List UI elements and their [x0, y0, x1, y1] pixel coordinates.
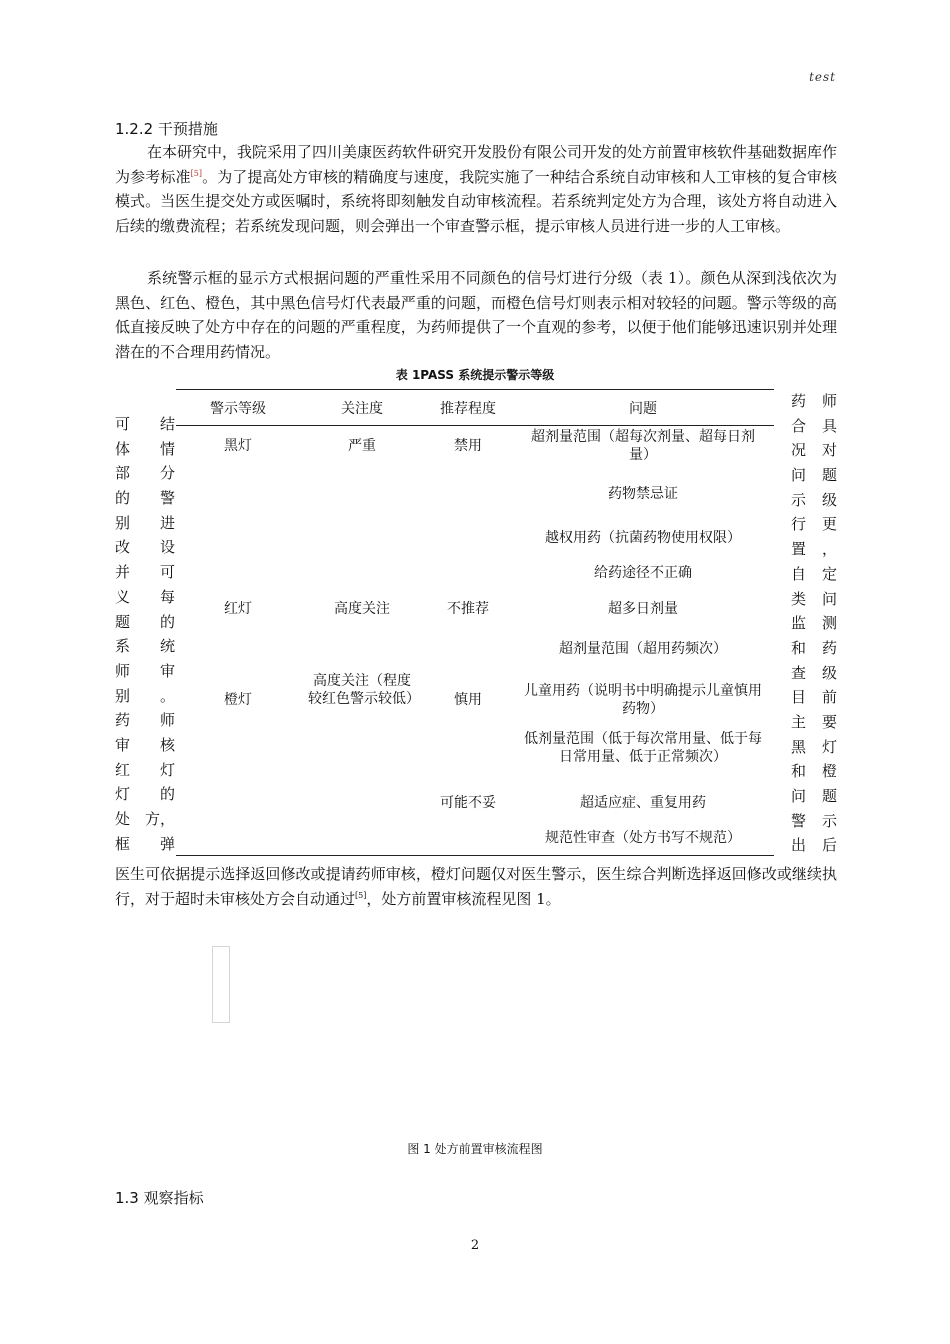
side-text-char: 监 [791, 614, 807, 633]
side-text-line [791, 711, 837, 736]
side-text-char: 类 [791, 589, 807, 608]
page-number: 2 [470, 1238, 480, 1253]
side-text-line [791, 439, 837, 464]
side-text-line [791, 834, 837, 859]
side-text-line [791, 686, 837, 711]
side-text-char: 警 [159, 489, 175, 508]
side-text-char: 目 [791, 688, 807, 707]
side-text-char: 具 [821, 416, 837, 435]
side-text-char: 分 [159, 464, 175, 483]
side-text-line [115, 438, 175, 463]
side-text-line [791, 810, 837, 835]
side-text-line [115, 635, 175, 660]
side-text-char: 置 [791, 540, 807, 559]
side-text-line [791, 785, 837, 810]
side-text-char: 处 [115, 810, 131, 828]
attention-high: 高度关注 [334, 601, 390, 617]
side-text-char: 系 [115, 637, 131, 656]
side-text-line [115, 561, 175, 586]
level-black: 黑灯 [224, 438, 252, 454]
side-text-line [791, 637, 837, 662]
side-text-char: 设 [159, 538, 175, 557]
side-text-char: 。 [159, 686, 175, 705]
side-text-char: 师 [821, 392, 837, 410]
side-text-char: 情 [159, 439, 175, 458]
side-text-char: 行 [791, 515, 807, 534]
paragraph-continuation [115, 862, 837, 911]
page-header: test [809, 70, 836, 84]
paragraph-text: 。为了提高处方审核的精确度与速度，我院实施了一种结合系统自动审核和人工审核的复合审核模式。当医生提交处方或医嘱时，系统将即刻触发自动审核流程。若系统判定处方为合理，该处方将自动进入后续的缴费流程；若系统发现问题，则会弹出一个审查警示框，提示审核人员进行进一步的人工审核。 [115, 167, 837, 235]
level-orange: 橙灯 [224, 692, 252, 708]
side-text-char: 橙 [821, 762, 837, 781]
side-text-char: 级 [821, 663, 837, 682]
recommend-possibly-improper: 可能不妥 [440, 795, 496, 811]
side-text-char: 况 [791, 441, 807, 460]
table-top-rule [176, 389, 774, 390]
side-text-char: 前 [821, 688, 837, 707]
attention-high-lower: 高度关注（程度较红色警示较低） [308, 673, 420, 707]
side-text-char: 统 [159, 637, 175, 656]
side-text-line [115, 685, 175, 710]
side-text-char: 师 [115, 661, 131, 680]
side-text-line [791, 760, 837, 785]
side-text-char: 题 [821, 466, 837, 485]
side-text-char: 出 [791, 836, 807, 855]
left-text-column [115, 413, 175, 857]
problem-cell: 低剂量范围（低于每次常用量、低于每日常用量、低于正常频次） [524, 731, 762, 765]
side-text-line [791, 563, 837, 588]
side-text-char: 体 [115, 439, 131, 458]
side-text-char: 问 [791, 466, 807, 485]
side-text-char: 审 [159, 661, 175, 680]
recommend-forbidden: 禁用 [454, 438, 482, 454]
side-text-line [115, 512, 175, 537]
side-text-char: 进 [159, 513, 175, 532]
side-text-char: 师 [159, 711, 175, 730]
side-text-char: 框 [115, 834, 131, 853]
table-header-level: 警示等级 [210, 401, 266, 417]
side-text-line [791, 464, 837, 489]
side-text-char: 别 [115, 686, 131, 705]
side-text-char: 后 [821, 836, 837, 855]
problem-cell: 规范性审查（处方书写不规范） [545, 830, 741, 846]
side-text-line [115, 833, 175, 858]
side-text-line [791, 415, 837, 440]
side-text-char: 级 [821, 490, 837, 509]
figure-caption: 图 1 处方前置审核流程图 [407, 1142, 543, 1156]
table-header-recommend: 推荐程度 [440, 401, 496, 417]
problem-cell: 超剂量范围（超用药频次） [559, 641, 727, 657]
side-text-line [791, 513, 837, 538]
side-text-char: 示 [821, 811, 837, 830]
side-text-char: 查 [791, 663, 807, 682]
side-text-line [791, 390, 837, 415]
side-text-char: 自 [791, 564, 807, 583]
citation-ref[interactable]: [5] [190, 168, 202, 178]
side-text-char: 对 [821, 441, 837, 460]
side-text-line [791, 736, 837, 761]
side-text-char: 红 [115, 760, 131, 779]
side-text-char: 主 [791, 712, 807, 731]
side-text-char: 药 [115, 711, 131, 730]
side-text-line [115, 586, 175, 611]
paragraph-text: 在本研究中，我院采用了四川美康医药软件研究开发股份有限公司开发的处方前置审核软件基础数据库作为参考标准 [115, 143, 838, 186]
problem-cell: 越权用药（抗菌药物使用权限） [545, 530, 741, 546]
paragraph-text: ，处方前置审核流程见图 1。 [366, 889, 561, 908]
table-header-rule [176, 425, 774, 426]
side-text-char: 的 [159, 785, 175, 804]
side-text-char: 别 [115, 513, 131, 532]
side-text-char: 方， [144, 810, 175, 828]
side-text-line [791, 588, 837, 613]
side-text-line [115, 536, 175, 561]
section-heading-1-3: 1.3 观察指标 [115, 1189, 204, 1207]
side-text-char: 示 [791, 490, 807, 509]
table-header-attention: 关注度 [341, 401, 383, 417]
side-text-char: 题 [115, 612, 131, 631]
side-text-char: 可 [115, 415, 131, 433]
side-text-char: 黑 [791, 737, 807, 756]
side-text-line [791, 612, 837, 637]
problem-cell: 儿童用药（说明书中明确提示儿童慎用药物） [524, 683, 762, 717]
side-text-line [115, 462, 175, 487]
figure-image-placeholder [212, 946, 230, 1023]
problem-cell: 给药途径不正确 [594, 565, 692, 581]
side-text-char: 警 [791, 811, 807, 830]
problem-cell: 超适应症、重复用药 [580, 795, 706, 811]
side-text-char: 问 [821, 589, 837, 608]
side-text-char: 灯 [159, 760, 175, 779]
side-text-line [115, 660, 175, 685]
table-bottom-rule [176, 855, 774, 856]
paragraph-intervention [115, 140, 837, 238]
side-text-char: 的 [159, 612, 175, 631]
side-text-line [115, 783, 175, 808]
side-text-char: 题 [821, 787, 837, 805]
problem-cell: 超剂量范围（超每次剂量、超每日剂量） [531, 429, 755, 463]
side-text-char: 合 [791, 416, 807, 435]
side-text-line [115, 611, 175, 636]
paragraph-text: 医生可依据提示选择返回修改或提请药师审核，橙灯问题仅对医生警示，医生综合判断选择返回修改或继续执行，对于超时未审核处方会自动通过 [115, 865, 837, 908]
side-text-char: ， [821, 540, 837, 559]
side-text-char: 可 [159, 563, 175, 582]
side-text-line [115, 734, 175, 759]
side-text-char: 部 [115, 464, 131, 483]
side-text-char: 灯 [115, 785, 131, 804]
side-text-char: 义 [115, 587, 131, 606]
side-text-line [791, 538, 837, 563]
side-text-char: 定 [821, 564, 837, 583]
side-text-line [115, 413, 175, 438]
section-heading-1-2-2: 1.2.2 干预措施 [115, 120, 218, 138]
side-text-char: 的 [115, 489, 131, 508]
paragraph-warning-levels: 系统警示框的显示方式根据问题的严重性采用不同颜色的信号灯进行分级（表 1）。颜色从深到浅依次为黑色、红色、橙色，其中黑色信号灯代表最严重的问题，而橙色信号灯则表示相对较轻的问题。警示等级的高低直接反映了处方中存在的问题的严重程度，为药师提供了一个直观的参考，以便于他们能够迅速识别并处理潜在的不合理用药情况。 [115, 269, 837, 361]
side-text-line [115, 759, 175, 784]
problem-cell: 超多日剂量 [608, 601, 678, 617]
side-text-char: 药 [791, 392, 807, 410]
side-text-char: 要 [821, 712, 837, 731]
side-text-char: 更 [821, 515, 837, 534]
side-text-char: 结 [159, 415, 175, 433]
table-header-problem: 问题 [629, 401, 657, 417]
side-text-char: 问 [791, 787, 807, 805]
side-text-char: 核 [159, 735, 175, 754]
side-text-char: 药 [821, 638, 837, 657]
side-text-char: 弹 [159, 834, 175, 853]
side-text-line [115, 487, 175, 512]
table-caption: 表 1PASS 系统提示警示等级 [395, 368, 555, 382]
side-text-line [115, 808, 175, 833]
side-text-char: 测 [821, 614, 837, 633]
side-text-char: 并 [115, 563, 131, 582]
side-text-char: 审 [115, 735, 131, 754]
side-text-char: 改 [115, 538, 131, 557]
recommend-not-recommended: 不推荐 [447, 601, 489, 617]
side-text-line [791, 489, 837, 514]
recommend-caution: 慎用 [454, 692, 482, 708]
citation-ref[interactable]: [5] [355, 890, 367, 900]
side-text-char: 每 [159, 587, 175, 606]
right-text-column [791, 390, 837, 859]
attention-severe: 严重 [348, 438, 376, 454]
side-text-char: 和 [791, 762, 807, 781]
side-text-char: 和 [791, 638, 807, 657]
side-text-line [115, 709, 175, 734]
level-red: 红灯 [224, 601, 252, 617]
side-text-line [791, 662, 837, 687]
side-text-char: 灯 [821, 737, 837, 756]
problem-cell: 药物禁忌证 [608, 486, 678, 502]
